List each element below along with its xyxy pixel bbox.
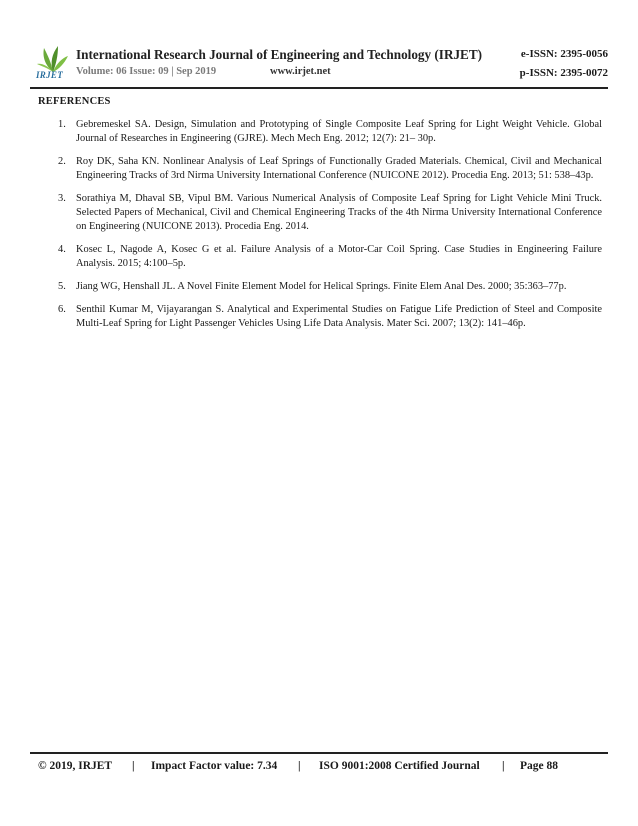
- footer-impact-factor: Impact Factor value: 7.34: [151, 760, 278, 772]
- e-issn: e-ISSN: 2395-0056: [520, 48, 608, 60]
- footer-divider: [30, 752, 608, 754]
- reference-text: Sorathiya M, Dhaval SB, Vipul BM. Various Numerical Analysis of Composite Leaf Spring for Light Vehicle Mini Truck. Selected Papers of Mechanical, Civil and Chemical Engineering Tracks of the 4th Nirma University International Conference on Engineering (NUICONE 2013). Procedia Eng. 2014.: [76, 193, 602, 233]
- reference-number: 2.: [58, 156, 66, 167]
- reference-number: 3.: [58, 193, 66, 204]
- reference-number: 5.: [58, 281, 66, 293]
- reference-number: 6.: [58, 304, 66, 315]
- reference-item: [38, 118, 602, 146]
- reference-item: [38, 192, 602, 235]
- reference-item: [38, 303, 602, 331]
- reference-item: [38, 280, 602, 294]
- page-header: [30, 42, 608, 84]
- reference-number: 1.: [58, 119, 66, 130]
- reference-item: [38, 243, 602, 271]
- reference-item: [38, 155, 602, 183]
- footer-page-number: Page 88: [520, 760, 559, 772]
- reference-text: Roy DK, Saha KN. Nonlinear Analysis of Leaf Springs of Functionally Graded Materials. Chemical, Civil and Mechanical Engineering Tracks of 3rd Nirma University International Conference (NUICONE 2012). Procedia Eng. 2013; 51: 538–43p.: [76, 156, 602, 182]
- reference-text: Kosec L, Nagode A, Kosec G et al. Failure Analysis of a Motor-Car Coil Spring. Case Studies in Engineering Failure Analysis. 2015; 4:100–5p.: [76, 244, 602, 270]
- footer-separator: |: [298, 760, 301, 772]
- footer-separator: |: [132, 760, 135, 772]
- footer-iso: ISO 9001:2008 Certified Journal: [319, 760, 480, 772]
- p-issn: p-ISSN: 2395-0072: [519, 67, 608, 79]
- reference-text: Jiang WG, Henshall JL. A Novel Finite Element Model for Helical Springs. Finite Elem Anal Des. 2000; 35:363–77p.: [76, 281, 567, 293]
- logo-text: IRJET: [36, 70, 64, 80]
- reference-text: Senthil Kumar M, Vijayarangan S. Analytical and Experimental Studies on Fatigue Life Prediction of Steel and Composite Multi-Leaf Spring for Light Passenger Vehicles Using Life Data Analysis. Mater Sci. 2007; 13(2): 141–46p.: [76, 304, 602, 330]
- volume-info: Volume: 06 Issue: 09 | Sep 2019: [76, 66, 217, 77]
- journal-website-link[interactable]: www.irjet.net: [270, 66, 331, 77]
- references-heading: REFERENCES: [38, 96, 111, 107]
- reference-number: 4.: [58, 244, 66, 256]
- footer-copyright: © 2019, IRJET: [38, 760, 113, 772]
- reference-text: Gebremeskel SA. Design, Simulation and Prototyping of Single Composite Leaf Spring for Light Weight Vehicle. Global Journal of Researches in Engineering (GJRE). Mech Mech Eng. 2012; 12(7): 21– 30p.: [76, 119, 602, 145]
- journal-title: International Research Journal of Engineering and Technology (IRJET): [76, 47, 483, 62]
- footer-separator: |: [502, 760, 505, 772]
- reference-list: [38, 118, 602, 340]
- header-divider: [30, 87, 608, 89]
